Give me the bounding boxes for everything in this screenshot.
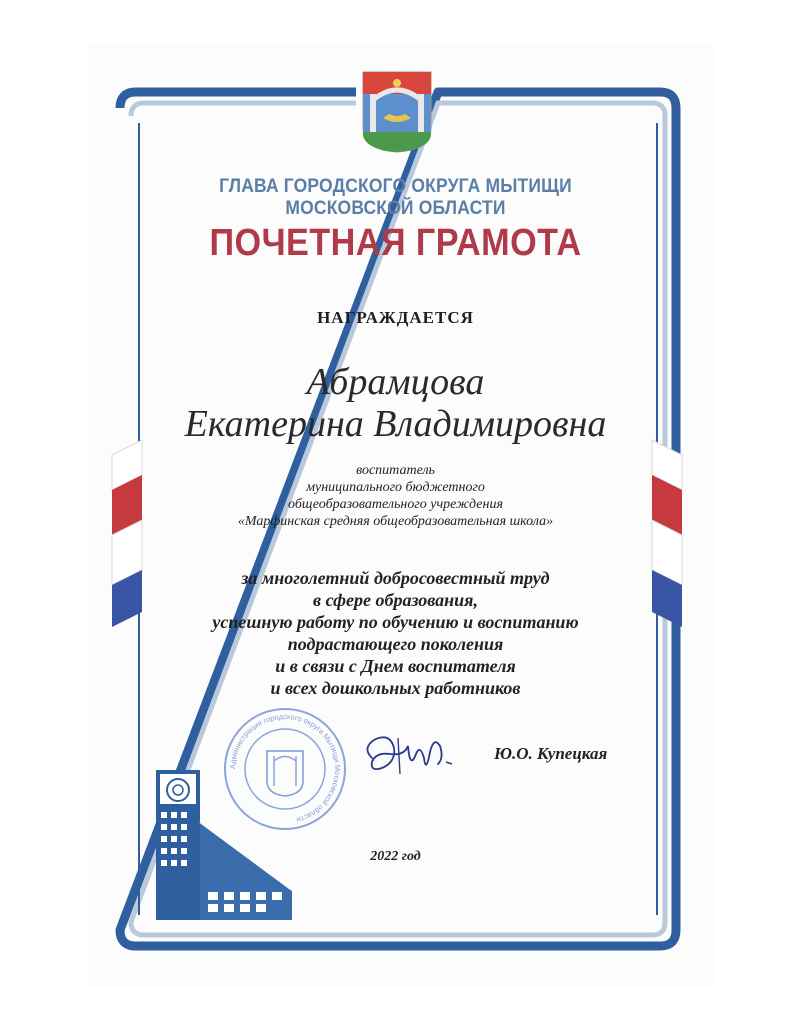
city-building-illustration — [150, 762, 300, 924]
recipient-surname: Абрамцова — [306, 361, 485, 403]
signer-name: Ю.О. Купецкая — [494, 744, 608, 763]
recipient-given-names: Екатерина Владимировна — [184, 403, 607, 445]
reason-line: подрастающего поколения — [287, 634, 504, 654]
reason-line: в сфере образования, — [313, 590, 478, 610]
position-line: «Марфинская средняя общеобразовательная школа» — [237, 514, 554, 529]
issuer-line-1: ГЛАВА ГОРОДСКОГО ОКРУГА МЫТИЩИ — [219, 176, 572, 197]
svg-text:Администрация городского округ: Администрация городского округа Мытищи Московской области — [227, 711, 343, 825]
certificate-title: ПОЧЕТНАЯ ГРАМОТА — [209, 222, 582, 264]
position-line: муниципального бюджетного — [306, 480, 485, 495]
reason-line: и в связи с Днем воспитателя — [275, 656, 516, 676]
issuer-line-2: МОСКОВСКОЙ ОБЛАСТИ — [285, 198, 506, 219]
position-line: воспитатель — [356, 463, 435, 478]
city-coat-of-arms-icon — [361, 70, 433, 154]
reason-line: и всех дошкольных работников — [270, 678, 521, 698]
issue-year: 2022 год — [370, 849, 421, 864]
reason-line: успешную работу по обучению и воспитанию — [212, 612, 579, 632]
handwritten-signature — [360, 718, 470, 788]
awarded-label: НАГРАЖДАЕТСЯ — [317, 308, 474, 327]
reason-line: за многолетний добросовестный труд — [241, 568, 550, 588]
position-line: общеобразовательного учреждения — [288, 497, 503, 512]
